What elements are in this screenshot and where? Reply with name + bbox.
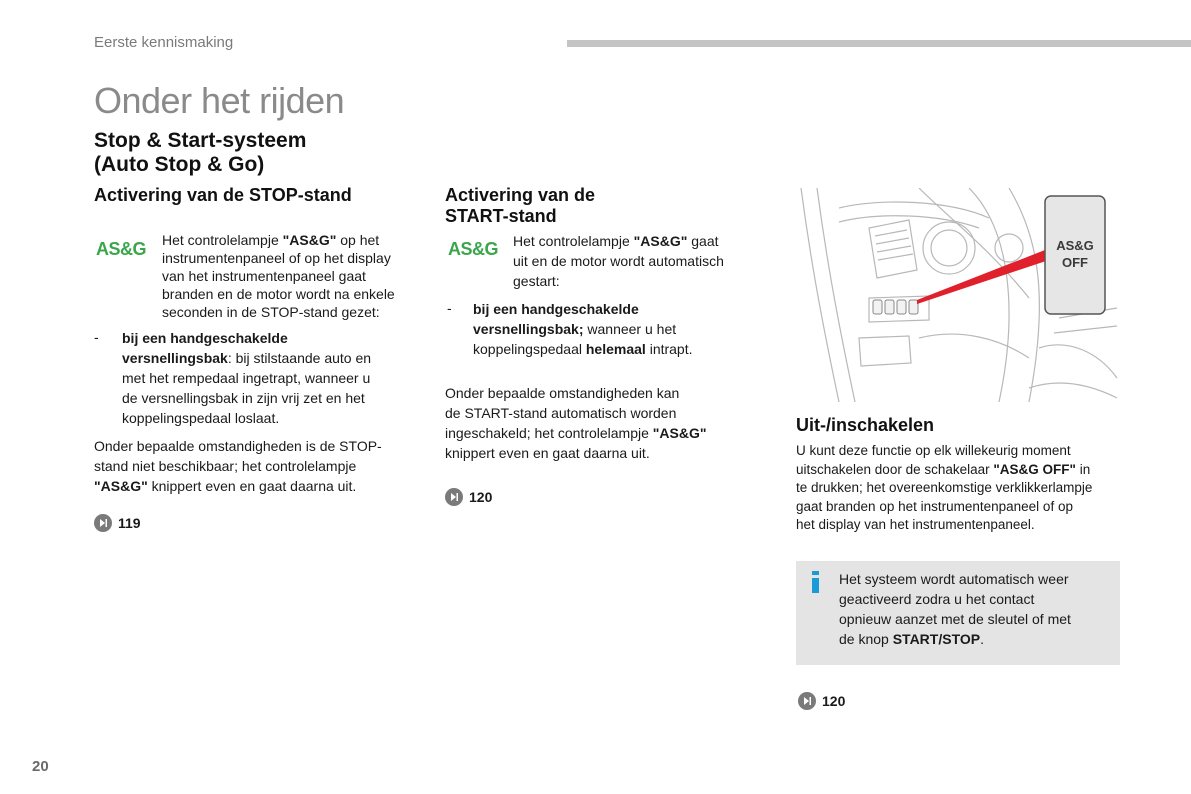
main-heading-line2: (Auto Stop & Go)	[94, 153, 265, 176]
header-bar	[567, 40, 1191, 47]
main-heading	[94, 129, 306, 177]
col2-paragraph: Onder bepaalde omstandigheden kan de START-stand automatisch worden ingeschakeld; het controlelampje "AS&G" knippert even en gaat daarna uit.	[445, 385, 707, 461]
col1-paragraph: Onder bepaalde omstandigheden is de STOP- stand niet beschikbaar; het controlelampje "AS&G" knippert even en gaat daarna uit.	[94, 438, 382, 494]
page-number: 20	[32, 758, 49, 775]
section-label: Eerste kennismaking	[94, 34, 234, 51]
col1-heading: Activering van de STOP-stand	[94, 185, 352, 205]
col1-page-reference[interactable]	[94, 514, 141, 532]
asg-lamp-icon: AS&G	[448, 239, 499, 259]
col2-heading: Activering van de START-stand	[445, 185, 596, 226]
page-ref-icon	[94, 514, 112, 532]
page-ref-number: 120	[822, 693, 846, 709]
asg-lamp-icon: AS&G	[96, 239, 147, 259]
col3-paragraph: U kunt deze functie op elk willekeurig moment uitschakelen door de schakelaar "AS&G OFF" in te drukken; het overeenkomstige verklikkerlampje gaat branden op het instrumentenpaneel of op het display van het instrumentenpaneel.	[796, 443, 1093, 532]
page-ref-number: 120	[469, 489, 493, 505]
main-heading-line1: Stop & Start-systeem	[94, 129, 307, 152]
col1-lamp-text: Het controlelampje "AS&G" op het instrumentenpaneel of op het display van het instrumentenpaneel gaat branden en de motor wordt na enkele seconden in de STOP-stand gezet:	[162, 232, 395, 320]
col2-page-reference[interactable]	[445, 488, 492, 506]
info-note-text: Het systeem wordt automatisch weer geactiveerd zodra u het contact opnieuw aanzet met de sleutel of met de knop START/STOP.	[839, 571, 1071, 647]
asg-off-switch-label: AS&G OFF	[1056, 238, 1094, 270]
col2-bullet-dash: -	[447, 300, 452, 316]
page-title: Onder het rijden	[94, 80, 345, 121]
col1-bullet-dash: -	[94, 329, 99, 345]
page-ref-icon	[445, 488, 463, 506]
col2-bullet-text: bij een handgeschakelde versnellingsbak; wanneer u het koppelingspedaal helemaal intrapt.	[473, 301, 693, 357]
page-ref-icon	[798, 692, 816, 710]
col1-bullet-text: bij een handgeschakelde versnellingsbak: bij stilstaande auto en met het rempedaal ingetrapt, wanneer u de versnellingsbak in zijn vrij zet en het koppelingspedaal loslaat.	[122, 330, 372, 426]
page-ref-number: 119	[118, 515, 141, 531]
dashboard-illustration	[799, 188, 1119, 402]
col3-heading: Uit-/inschakelen	[796, 415, 935, 435]
info-icon	[812, 571, 819, 593]
col3-page-reference[interactable]	[798, 692, 845, 710]
col2-lamp-text: Het controlelampje "AS&G" gaat uit en de motor wordt automatisch gestart:	[513, 233, 724, 289]
